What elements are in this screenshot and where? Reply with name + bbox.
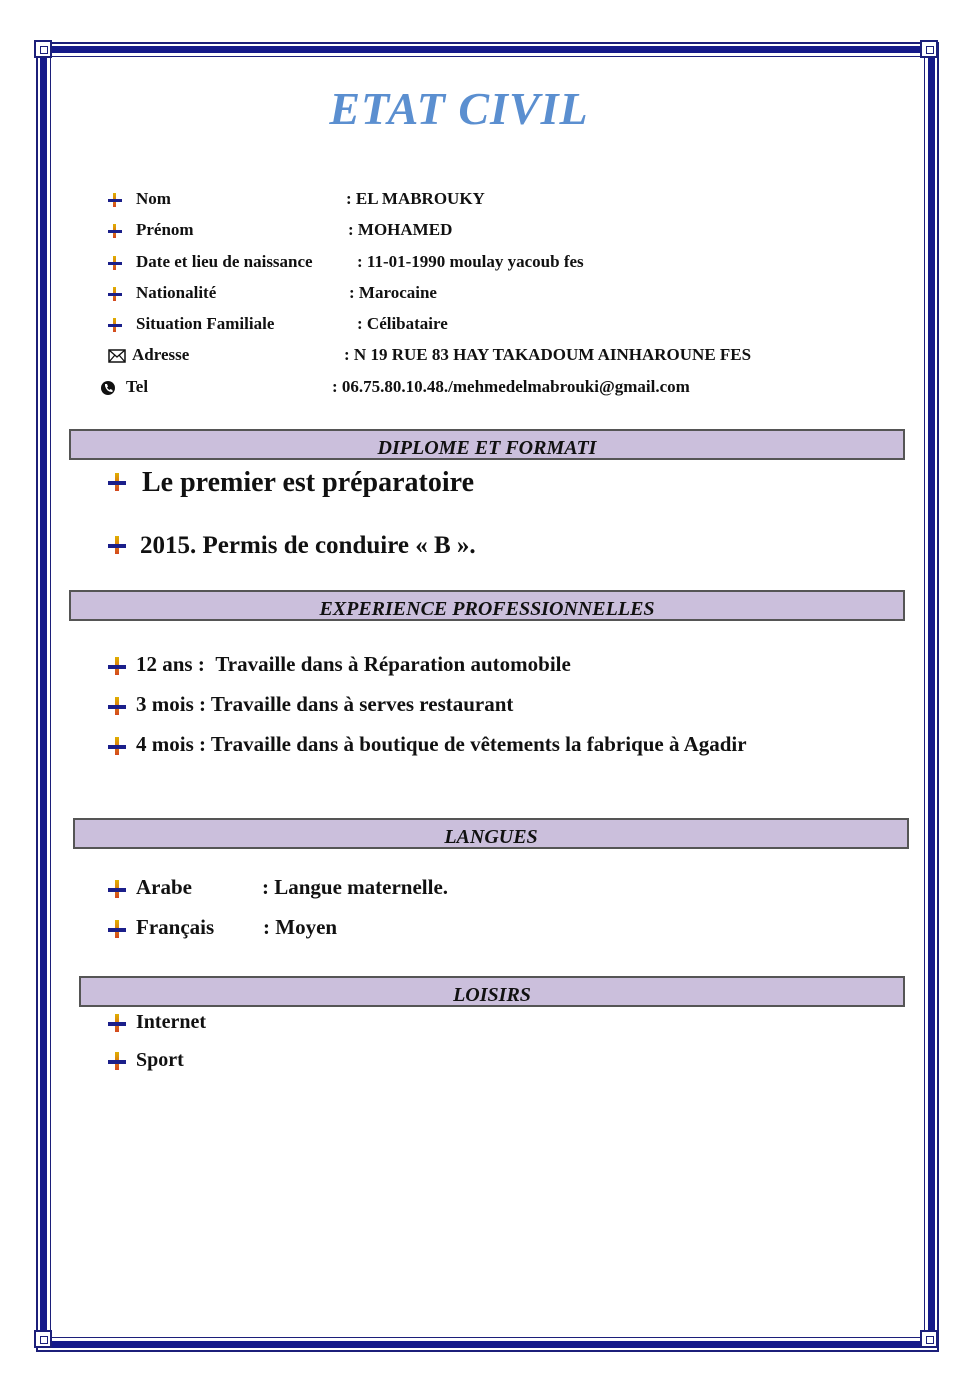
section-header-loisirs: LOISIRS: [79, 976, 905, 1007]
corner-ornament: [34, 40, 52, 58]
loisir-text: Sport: [136, 1049, 184, 1071]
loisir-item: [108, 1009, 206, 1036]
bullet-icon: [108, 318, 122, 332]
prenom-value: : MOHAMED: [348, 220, 453, 239]
experience-text: Travaille dans à boutique de vêtements la fabrique à Agadir: [210, 732, 747, 756]
phone-icon: [100, 380, 116, 396]
nom-label: Nom: [136, 189, 171, 208]
langue-level: : Moyen: [263, 915, 338, 939]
civil-row-nom: [108, 188, 808, 210]
naissance-value: : 11-01-1990 moulay yacoub fes: [357, 252, 584, 271]
situation-value: : Célibataire: [357, 314, 448, 333]
section-header-diplome: DIPLOME ET FORMATI: [69, 429, 905, 460]
civil-row-prenom: [108, 219, 808, 241]
bullet-icon: [108, 1014, 126, 1032]
civil-row-situation: [108, 313, 808, 335]
bullet-icon: [108, 1052, 126, 1070]
diplome-item: [108, 530, 476, 562]
experience-prefix: 12 ans :: [136, 652, 205, 676]
civil-row-tel: [100, 376, 820, 398]
bullet-icon: [108, 473, 132, 497]
langue-level: : Langue maternelle.: [262, 875, 449, 899]
section-header-experience: EXPERIENCE PROFESSIONNELLES: [69, 590, 905, 621]
prenom-label: Prénom: [136, 220, 194, 239]
diplome-item-text: 2015. Permis de conduire « B ».: [140, 532, 476, 559]
civil-row-adresse: [108, 344, 808, 366]
loisir-text: Internet: [136, 1011, 206, 1033]
experience-text: Travaille dans à Réparation automobile: [215, 652, 571, 676]
experience-item: [108, 690, 513, 718]
bullet-icon: [108, 697, 126, 715]
nationalite-label: Nationalité: [136, 283, 217, 302]
nationalite-value: : Marocaine: [349, 283, 437, 302]
nom-value: : EL MABROUKY: [346, 189, 485, 208]
langue-item: [108, 873, 608, 901]
bullet-icon: [108, 920, 126, 938]
naissance-label: Date et lieu de naissance: [136, 252, 313, 271]
envelope-icon: [108, 349, 126, 363]
corner-ornament: [920, 1330, 938, 1348]
loisir-item: [108, 1047, 184, 1074]
bullet-icon: [108, 880, 126, 898]
experience-prefix: 3 mois :: [136, 692, 206, 716]
tel-label: Tel: [126, 377, 149, 396]
corner-ornament: [34, 1330, 52, 1348]
civil-row-nationalite: [108, 282, 808, 304]
experience-text: Travaille dans à serves restaurant: [210, 692, 514, 716]
langue-name: Arabe: [136, 875, 192, 899]
diplome-item: [108, 466, 474, 500]
adresse-value: : N 19 RUE 83 HAY TAKADOUM AINHAROUNE FES: [344, 345, 752, 364]
experience-prefix: 4 mois :: [136, 732, 206, 756]
situation-label: Situation Familiale: [136, 314, 275, 333]
adresse-label: Adresse: [132, 345, 190, 364]
langue-name: Français: [136, 915, 215, 939]
langue-item: [108, 913, 608, 941]
experience-item: [108, 650, 571, 678]
bullet-icon: [108, 193, 122, 207]
section-header-langues: LANGUES: [73, 818, 909, 849]
corner-ornament: [920, 40, 938, 58]
diplome-item-text: Le premier est préparatoire: [142, 467, 475, 498]
bullet-icon: [108, 287, 122, 301]
bullet-icon: [108, 737, 126, 755]
bullet-icon: [108, 224, 122, 238]
bullet-icon: [108, 256, 122, 270]
experience-item: [108, 730, 747, 758]
civil-row-naissance: [108, 251, 808, 273]
tel-value: : 06.75.80.10.48./mehmedelmabrouki@gmail.com: [332, 377, 690, 396]
bullet-icon: [108, 536, 130, 558]
bullet-icon: [108, 657, 126, 675]
page-title: ETAT CIVIL: [329, 83, 589, 134]
